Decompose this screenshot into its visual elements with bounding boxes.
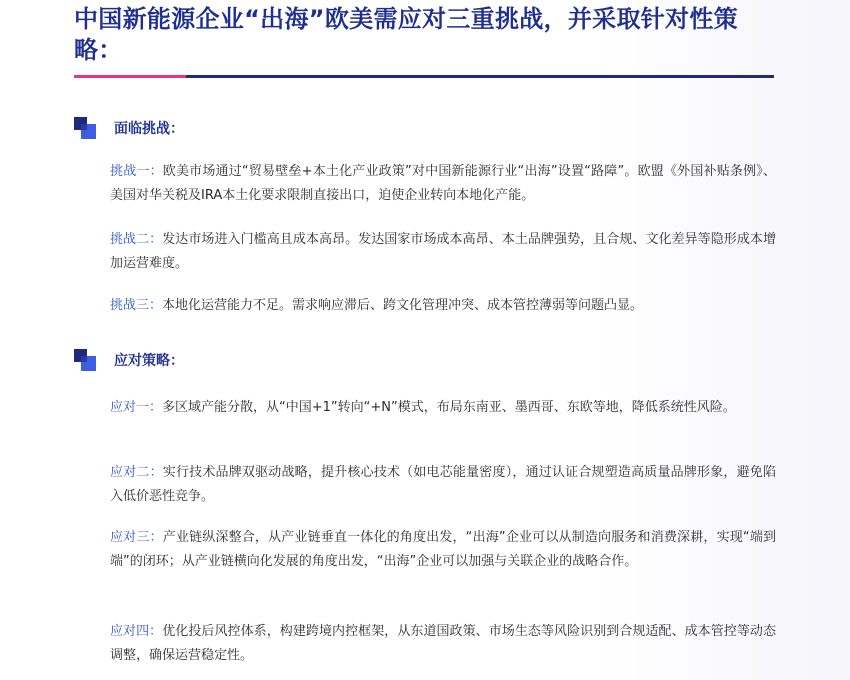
strategy-label-1: 应对一： — [110, 400, 163, 415]
challenge-text-1: 欧美市场通过“贸易壁垒+本土化产业政策”对中国新能源行业“出海”设置“路障”。欧盟《外国补贴条例》、美国对华关税及IRA本土化要求限制直接出口，迫使企业转向本地化产能。 — [110, 164, 776, 203]
section-header-strategies — [74, 349, 374, 373]
strategy-label-3: 应对三： — [110, 530, 163, 545]
challenge-item-2 — [110, 228, 776, 276]
title-underline-accent — [74, 75, 186, 78]
page-title: 中国新能源企业“出海”欧美需应对三重挑战，并采取针对性策略： — [74, 5, 738, 64]
section-title-strategies: 应对策略： — [114, 353, 184, 369]
stacked-squares-icon — [74, 117, 96, 139]
title-underline — [74, 75, 774, 78]
title-underline-main — [186, 75, 774, 78]
strategy-label-2: 应对二： — [110, 465, 163, 480]
strategy-text-1: 多区域产能分散，从“中国+1”转向“+N”模式，布局东南亚、墨西哥、东欧等地，降低系统性风险。 — [162, 400, 736, 415]
strategy-item-3 — [110, 526, 776, 574]
challenge-label-2: 挑战二： — [110, 232, 163, 247]
stacked-squares-icon — [74, 349, 96, 371]
strategy-text-3: 产业链纵深整合，从产业链垂直一体化的角度出发，“出海”企业可以从制造向服务和消费深耕，实现“端到端”的闭环；从产业链横向化发展的角度出发，“出海”企业可以加强与关联企业的战略合作。 — [110, 530, 776, 569]
strategy-text-2: 实行技术品牌双驱动战略，提升核心技术（如电芯能量密度），通过认证合规塑造高质量品牌形象，避免陷入低价恶性竞争。 — [110, 465, 776, 504]
strategy-label-4: 应对四： — [110, 624, 163, 639]
challenge-item-3 — [110, 294, 776, 318]
challenge-label-1: 挑战一： — [110, 164, 163, 179]
strategy-item-4 — [110, 620, 776, 668]
challenge-text-3: 本地化运营能力不足。需求响应滞后、跨文化管理冲突、成本管控薄弱等问题凸显。 — [162, 298, 644, 313]
strategy-text-4: 优化投后风控体系，构建跨境内控框架，从东道国政策、市场生态等风险识别到合规适配、成本管控等动态调整，确保运营稳定性。 — [110, 624, 776, 663]
strategy-item-2 — [110, 461, 776, 509]
challenge-item-1 — [110, 160, 776, 208]
section-title-challenges: 面临挑战： — [114, 121, 184, 137]
strategy-item-1 — [110, 396, 776, 420]
challenge-label-3: 挑战三： — [110, 298, 163, 313]
challenge-text-2: 发达市场进入门槛高且成本高昂。发达国家市场成本高昂、本土品牌强势，且合规、文化差异等隐形成本增加运营难度。 — [110, 232, 776, 271]
section-header-challenges — [74, 117, 374, 141]
